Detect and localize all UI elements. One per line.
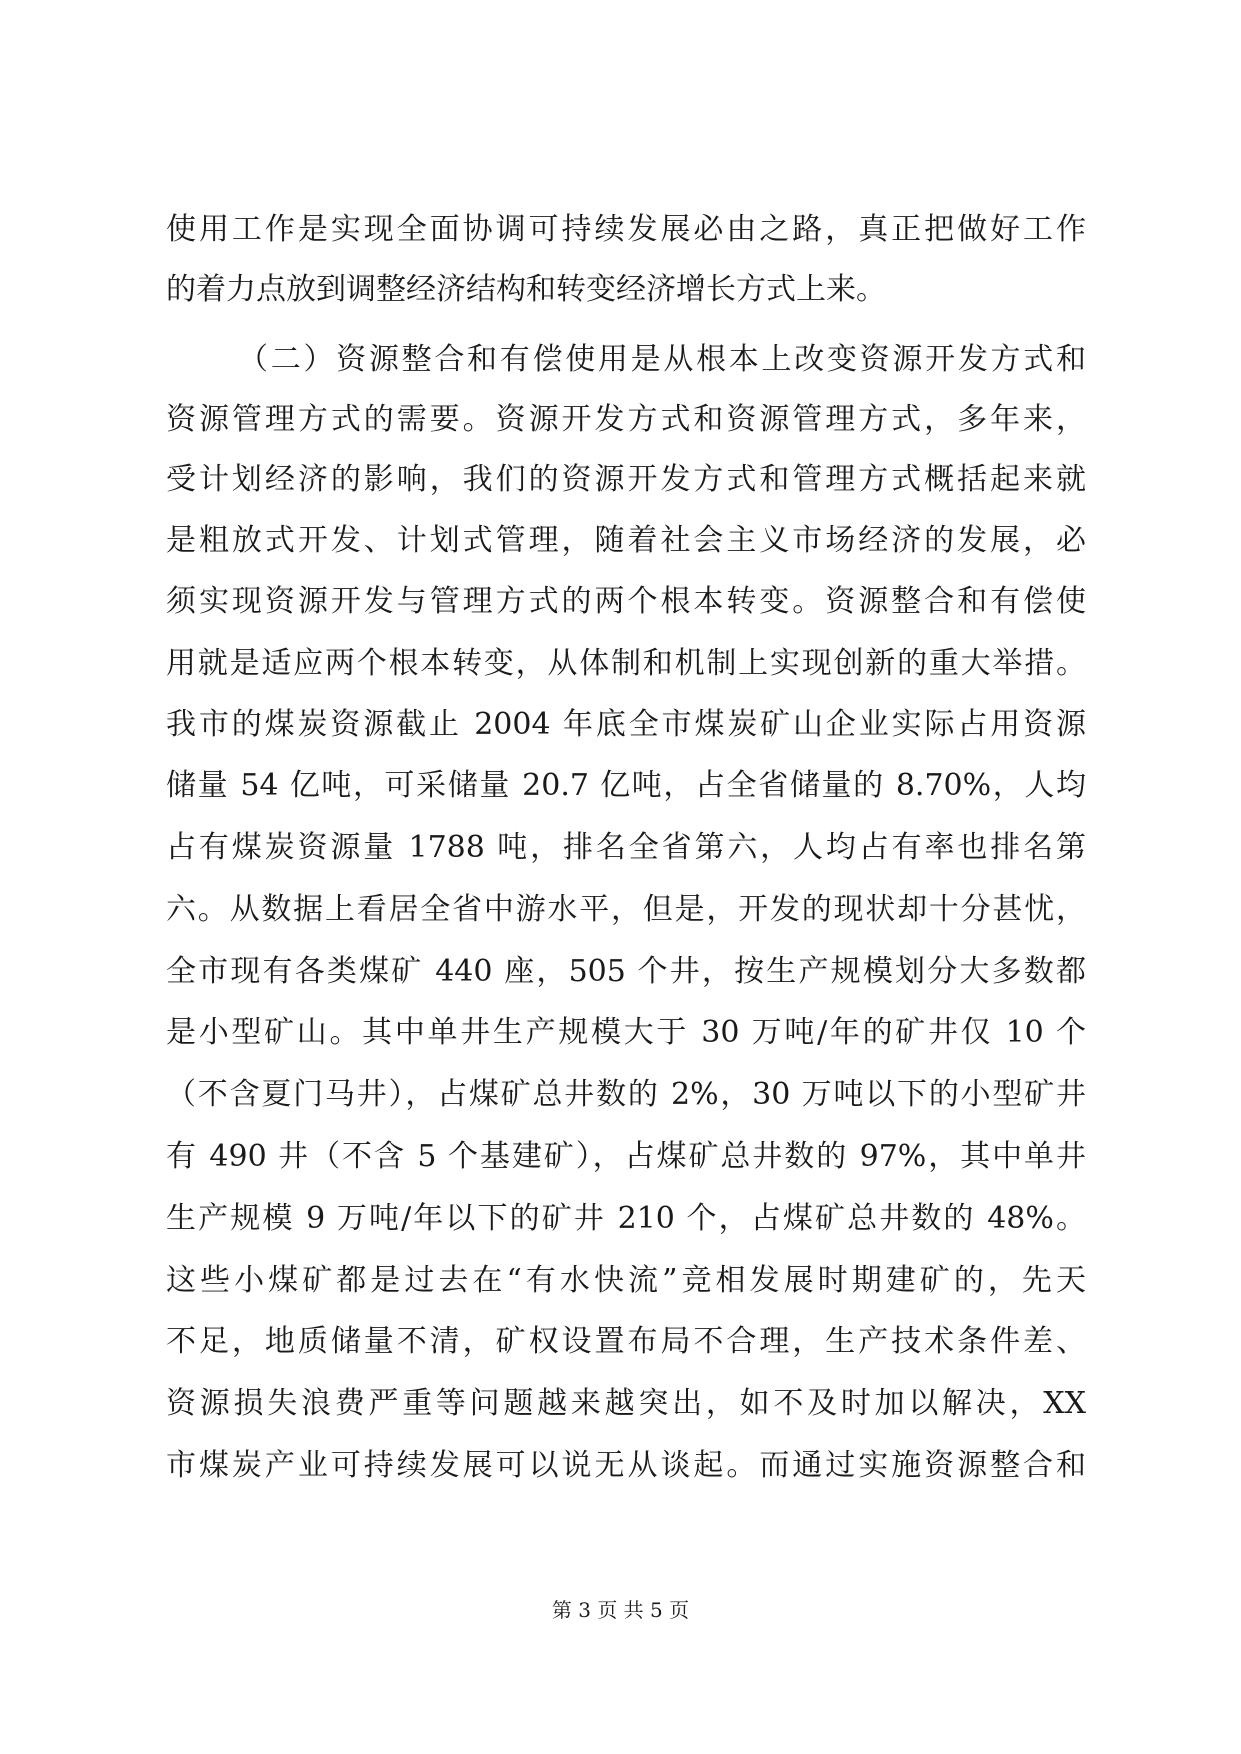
body-line-10: 储量 54 亿吨，可采储量 20.7 亿吨，占全省储量的 8.70%，人均	[166, 768, 1086, 803]
body-line-17: 生产规模 9 万吨/年以下的矿井 210 个，占煤矿总井数的 48%。	[166, 1201, 1086, 1236]
body-line-6: 是粗放式开发、计划式管理，随着社会主义市场经济的发展，必	[166, 523, 1086, 558]
body-line-12: 六。从数据上看居全省中游水平，但是，开发的现状却十分甚忧，	[166, 892, 1086, 927]
body-line-4: 资源管理方式的需要。资源开发方式和资源管理方式，多年来，	[166, 402, 1086, 437]
body-line-2: 的着力点放到调整经济结构和转变经济增长方式上来。	[166, 272, 886, 307]
body-line-3: （二）资源整合和有偿使用是从根本上改变资源开发方式和	[238, 342, 1086, 377]
body-line-14: 是小型矿山。其中单井生产规模大于 30 万吨/年的矿井仅 10 个	[166, 1015, 1086, 1050]
body-line-15: （不含夏门马井），占煤矿总井数的 2%，30 万吨以下的小型矿井	[166, 1077, 1086, 1112]
body-line-11: 占有煤炭资源量 1788 吨，排名全省第六，人均占有率也排名第	[166, 830, 1086, 865]
body-line-7: 须实现资源开发与管理方式的两个根本转变。资源整合和有偿使	[166, 584, 1086, 619]
body-line-9: 我市的煤炭资源截止 2004 年底全市煤炭矿山企业实际占用资源	[166, 707, 1086, 742]
body-line-20: 资源损失浪费严重等问题越来越突出，如不及时加以解决，XX	[166, 1386, 1086, 1421]
body-line-16: 有 490 井（不含 5 个基建矿），占煤矿总井数的 97%，其中单井	[166, 1139, 1086, 1174]
body-line-8: 用就是适应两个根本转变，从体制和机制上实现创新的重大举措。	[166, 646, 1086, 681]
body-line-1: 使用工作是实现全面协调可持续发展必由之路，真正把做好工作	[166, 212, 1086, 247]
body-line-21: 市煤炭产业可持续发展可以说无从谈起。而通过实施资源整合和	[166, 1448, 1086, 1483]
page-number-footer: 第 3 页 共 5 页	[551, 1598, 690, 1622]
body-line-13: 全市现有各类煤矿 440 座，505 个井，按生产规模划分大多数都	[166, 954, 1086, 989]
body-line-19: 不足，地质储量不清，矿权设置布局不合理，生产技术条件差、	[166, 1324, 1086, 1359]
body-line-5: 受计划经济的影响，我们的资源开发方式和管理方式概括起来就	[166, 462, 1086, 497]
body-line-18: 这些小煤矿都是过去在“有水快流”竞相发展时期建矿的，先天	[166, 1263, 1086, 1298]
